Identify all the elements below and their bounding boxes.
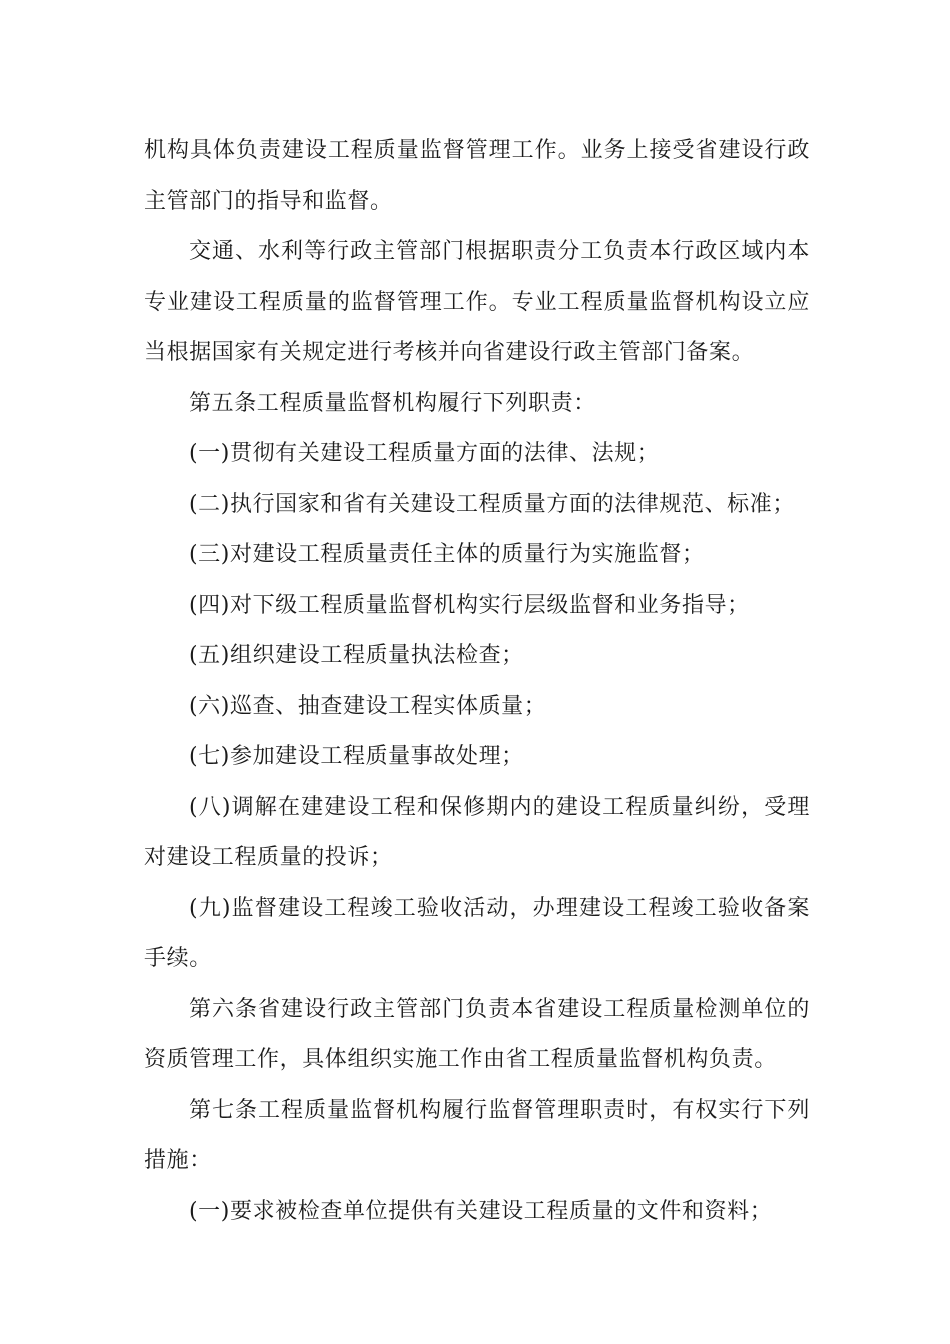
article-5-item-7: (七)参加建设工程质量事故处理；	[189, 744, 524, 769]
article-7-item-1: (一)要求被检查单位提供有关建设工程质量的文件和资料；	[189, 1198, 773, 1224]
article-5-item-5: (五)组织建设工程质量执法检查；	[189, 643, 524, 668]
paragraph-1: 机构具体负责建设工程质量监督管理工作。业务上接受省建设行政主管部门的指导和监督。	[144, 138, 810, 214]
article-5-item-4: (四)对下级工程质量监督机构实行层级监督和业务指导；	[189, 592, 750, 618]
article-5-item-9: (九)监督建设工程竣工验收活动，办理建设工程竣工验收备案手续。	[144, 895, 810, 971]
article-6: 第六条省建设行政主管部门负责本省建设工程质量检测单位的资质管理工作，具体组织实施工作由省工程质量监督机构负责。	[144, 996, 810, 1072]
document-body	[144, 126, 810, 1237]
article-5-item-8: (八)调解在建建设工程和保修期内的建设工程质量纠纷，受理对建设工程质量的投诉；	[144, 794, 810, 870]
article-5-heading: 第五条工程质量监督机构履行下列职责：	[189, 390, 596, 416]
article-5-item-2: (二)执行国家和省有关建设工程质量方面的法律规范、标准；	[189, 491, 795, 517]
paragraph-2: 交通、水利等行政主管部门根据职责分工负责本行政区域内本专业建设工程质量的监督管理工作。专业工程质量监督机构设立应当根据国家有关规定进行考核并向省建设行政主管部门备案。	[144, 239, 810, 365]
article-5-item-3: (三)对建设工程质量责任主体的质量行为实施监督；	[189, 542, 705, 567]
article-5-item-6: (六)巡查、抽查建设工程实体质量；	[189, 693, 547, 719]
article-5-item-1: (一)贯彻有关建设工程质量方面的法律、法规；	[189, 441, 660, 466]
article-7-heading: 第七条工程质量监督机构履行监督管理职责时，有权实行下列措施：	[144, 1097, 810, 1173]
